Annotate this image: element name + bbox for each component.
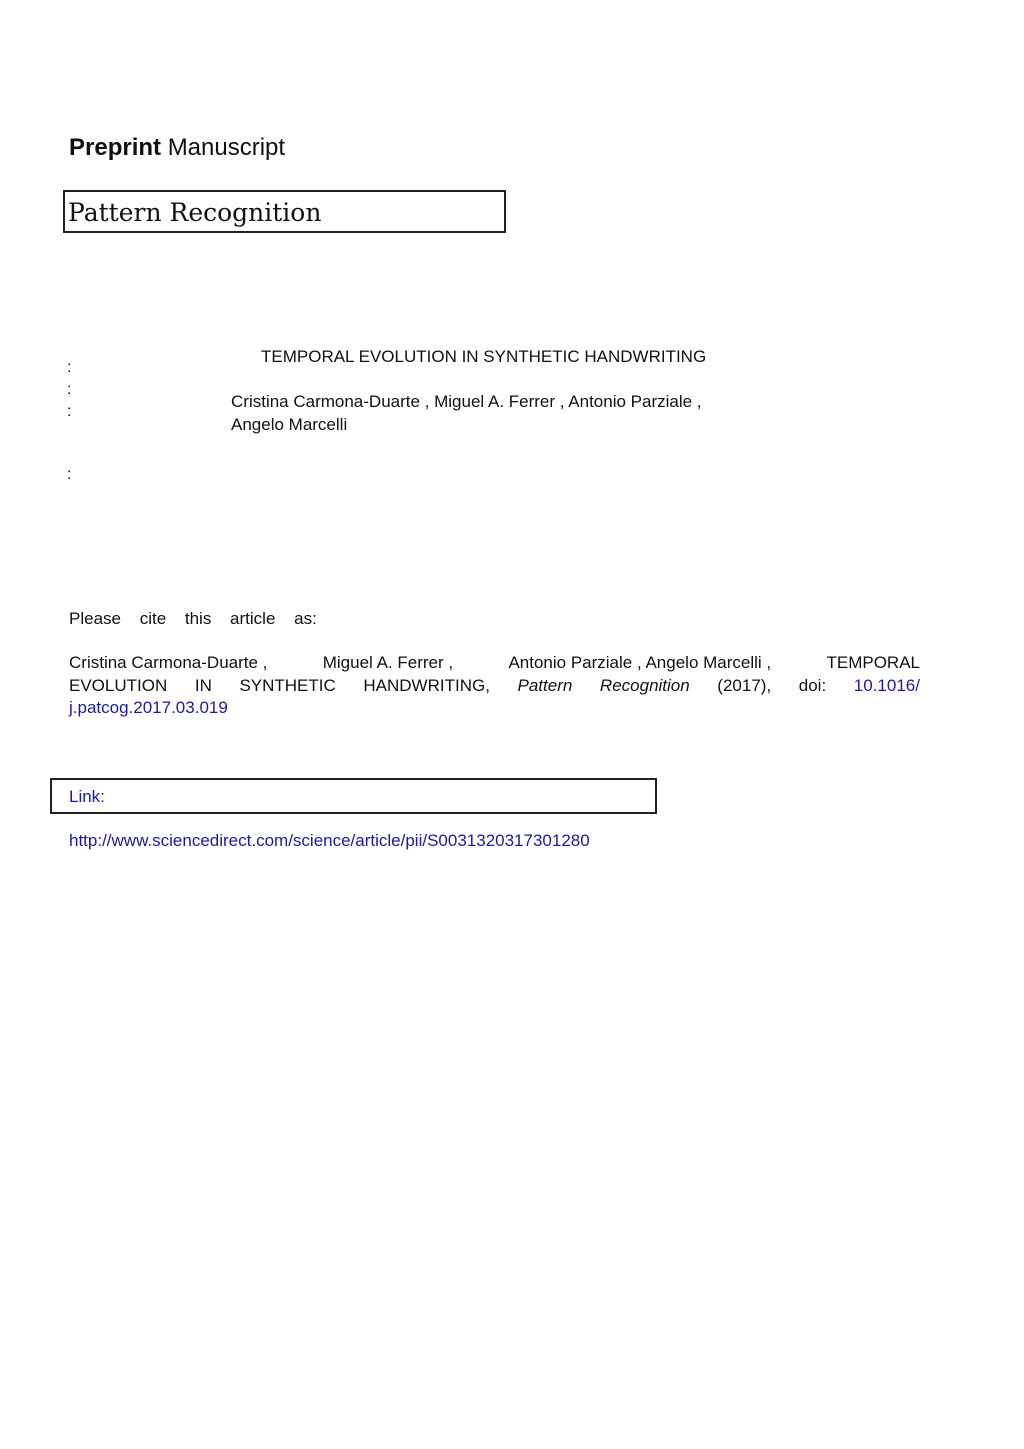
- citation-text: [69, 652, 920, 720]
- link-box: [50, 778, 657, 814]
- link-label: Link:: [69, 787, 105, 806]
- journal-box: [63, 190, 506, 233]
- margin-colon-3: :: [67, 403, 72, 420]
- citation-word: HANDWRITING,: [363, 675, 490, 695]
- margin-colon-4: :: [67, 466, 72, 483]
- manuscript-heading: [69, 133, 285, 163]
- citation-author-1: Cristina Carmona-Duarte ,: [69, 653, 268, 672]
- citation-author-3-4: Antonio Parziale , Angelo Marcelli ,: [508, 653, 772, 672]
- authors-line-2: Angelo Marcelli: [231, 415, 348, 434]
- citation-year: (2017),: [717, 675, 772, 695]
- article-url-link[interactable]: http://www.sciencedirect.com/science/article/pii/S0031320317301280: [69, 831, 590, 850]
- heading-preprint: Preprint: [69, 134, 162, 161]
- margin-colon-2: :: [67, 381, 72, 398]
- authors-line-1: Cristina Carmona-Duarte , Miguel A. Ferrer , Antonio Parziale ,: [231, 392, 702, 411]
- citation-title-start: TEMPORAL: [826, 653, 920, 672]
- doi-link-part-1[interactable]: 10.1016/: [853, 675, 920, 695]
- article-title: TEMPORAL EVOLUTION IN SYNTHETIC HANDWRITING: [261, 347, 707, 366]
- citation-word: EVOLUTION: [69, 675, 168, 695]
- heading-manuscript: Manuscript: [167, 134, 286, 161]
- citation-word: SYNTHETIC: [239, 675, 336, 695]
- cite-label: Please cite this article as:: [69, 609, 317, 628]
- article-authors: [231, 390, 791, 436]
- citation-journal-word-2: Recognition: [599, 675, 690, 695]
- margin-colon-1: :: [67, 359, 72, 376]
- citation-word: IN: [194, 675, 212, 695]
- doi-link-part-2[interactable]: j.patcog.2017.03.019: [69, 698, 228, 717]
- journal-name: Pattern Recognition: [68, 198, 322, 227]
- citation-journal-word-1: Pattern: [517, 675, 573, 695]
- citation-line-2: [69, 675, 920, 698]
- citation-doi-label: doi:: [798, 675, 827, 695]
- citation-line-1: [69, 652, 920, 675]
- citation-author-2: Miguel A. Ferrer ,: [322, 653, 454, 672]
- citation-line-3: [69, 697, 920, 720]
